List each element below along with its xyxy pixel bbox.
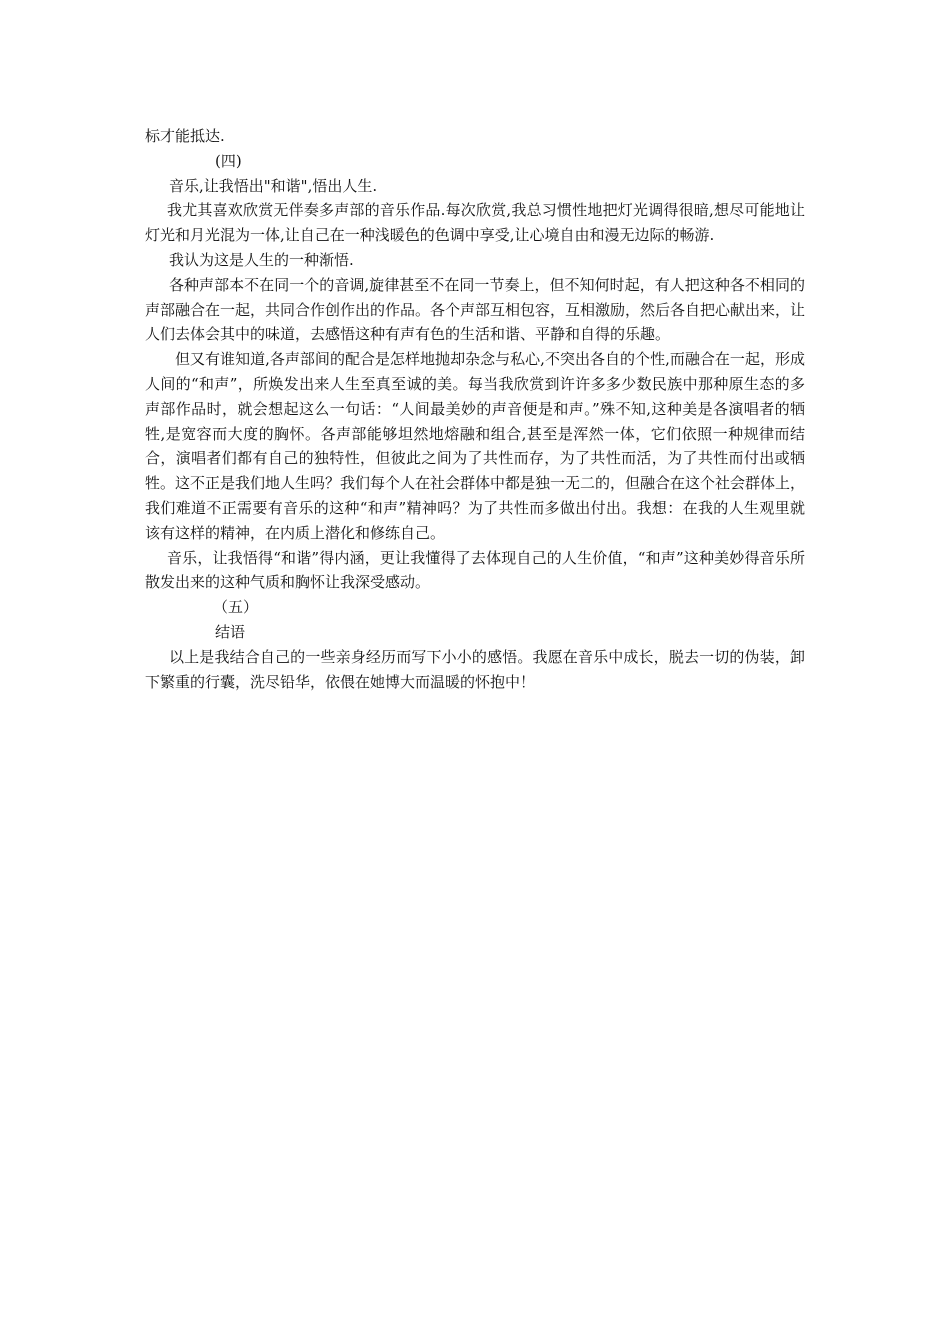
paragraph: 以上是我结合自己的一些亲身经历而写下小小的感悟。我愿在音乐中成长，脱去一切的伪装，卸下繁重的行囊，洗尽铅华，依偎在她博大而温暖的怀抱中！ bbox=[145, 647, 805, 691]
section-subheading: 结语 bbox=[215, 622, 246, 641]
section-heading-five: （五） bbox=[213, 598, 259, 617]
paragraph-continuation: 标才能抵达. bbox=[145, 127, 225, 145]
section-heading-four: (四) bbox=[215, 151, 242, 170]
paragraph: 音乐,让我悟出"和谐",悟出人生. bbox=[169, 176, 378, 195]
paragraph: 我认为这是人生的一种渐悟. bbox=[169, 250, 354, 269]
paragraph: 各种声部本不在同一个的音调,旋律甚至不在同一节奏上，但不知何时起，有人把这种各不相同的声部融合在一起，共同合作创作出的作品。各个声部互相包容，互相激励，然后各自把心献出来，让人们去体会其中的味道，去感悟这种有声有色的生活和谐、平静和自得的乐趣。 bbox=[145, 275, 806, 344]
document-body bbox=[145, 124, 805, 694]
paragraph: 音乐，让我悟得“和谐”得内涵，更让我懂得了去体现自己的人生价值，“和声”这种美妙得音乐所散发出来的这种气质和胸怀让我深受感动。 bbox=[145, 548, 805, 592]
paragraph: 但又有谁知道,各声部间的配合是怎样地抛却杂念与私心,不突出各自的个性,而融合在一起，形成人间的“和声”，所焕发出来人生至真至诚的美。每当我欣赏到许许多多少数民族中那种原生态的多声部作品时，就会想起这么一句话：“人间最美妙的声音便是和声。”殊不知,这种美是各演唱者的牺牲,是宽容而大度的胸怀。各声部能够坦然地熔融和组合,甚至是浑然一体，它们依照一种规律而结合，演唱者们都有自己的独特性，但彼此之间为了共性而存，为了共性而活，为了共性而付出或牺牲。这不正是我们地人生吗？我们每个人在社会群体中都是独一无二的，但融合在这个社会群体上，我们难道不正需要有音乐的这种“和声”精神吗？为了共性而多做出付出。我想：在我的人生观里就该有这样的精神，在内质上潜化和修练自己。 bbox=[145, 350, 806, 542]
paragraph: 我尤其喜欢欣赏无伴奏多声部的音乐作品.每次欣赏,我总习惯性地把灯光调得很暗,想尽可能地让灯光和月光混为一体,让自己在一种浅暖色的色调中享受,让心境自由和漫无边际的畅游. bbox=[145, 201, 805, 245]
